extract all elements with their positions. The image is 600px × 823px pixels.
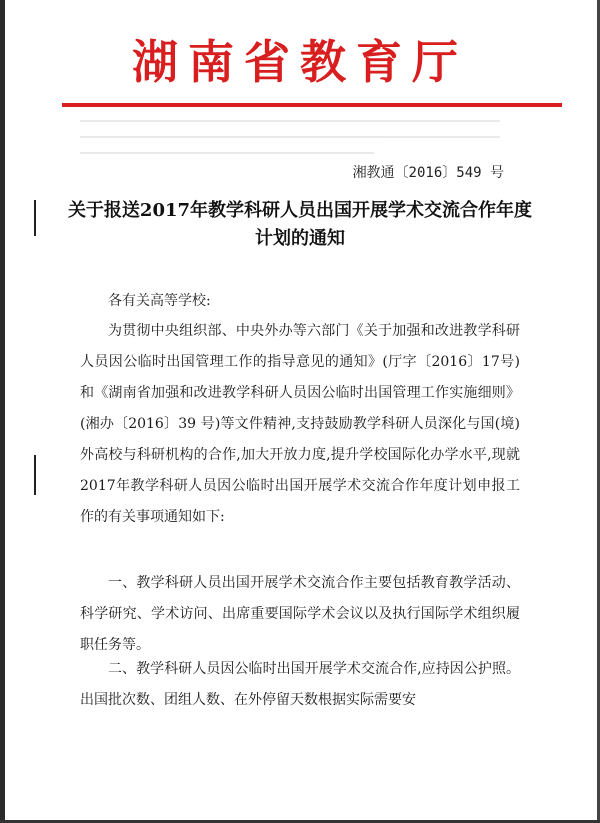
salutation: 各有关高等学校: <box>108 293 211 309</box>
issuer-header: 湖南省教育厅 <box>132 35 468 89</box>
header-red-rule <box>62 103 562 107</box>
document-number: 湘教通〔2016〕549 号 <box>352 165 504 181</box>
margin-mark <box>34 200 36 236</box>
scan-edge-left <box>0 0 5 823</box>
margin-mark <box>34 455 36 495</box>
body-paragraph: 为贯彻中央组织部、中央外办等六部门《关于加强和改进教学科研人员因公临时出国管理工作的指导意见的通知》(厅字〔2016〕17号)和《湖南省加强和改进教学科研人员因公临时出国管理工作实施细则》(湘办〔2016〕39 号)等文件精神,支持鼓励教学科研人员深化与国(境)外高校与科研机构的合作,加大开放力度,提升学校国际化办学水平,现就2017年教学科研人员因公临时出国开展学术交流合作年度计划申报工作的有关事项通知如下: <box>80 323 520 525</box>
document-title: 关于报送2017年教学科研人员出国开展学术交流合作年度计划的通知 <box>67 200 533 249</box>
body-paragraph: 一、教学科研人员出国开展学术交流合作主要包括教育教学活动、科学研究、学术访问、出席重要国际学术会议以及执行国际学术组织履职任务等。 <box>80 575 520 653</box>
body-paragraph: 二、教学科研人员因公临时出国开展学术交流合作,应持因公护照。出国批次数、团组人数、在外停留天数根据实际需要安 <box>80 661 520 708</box>
